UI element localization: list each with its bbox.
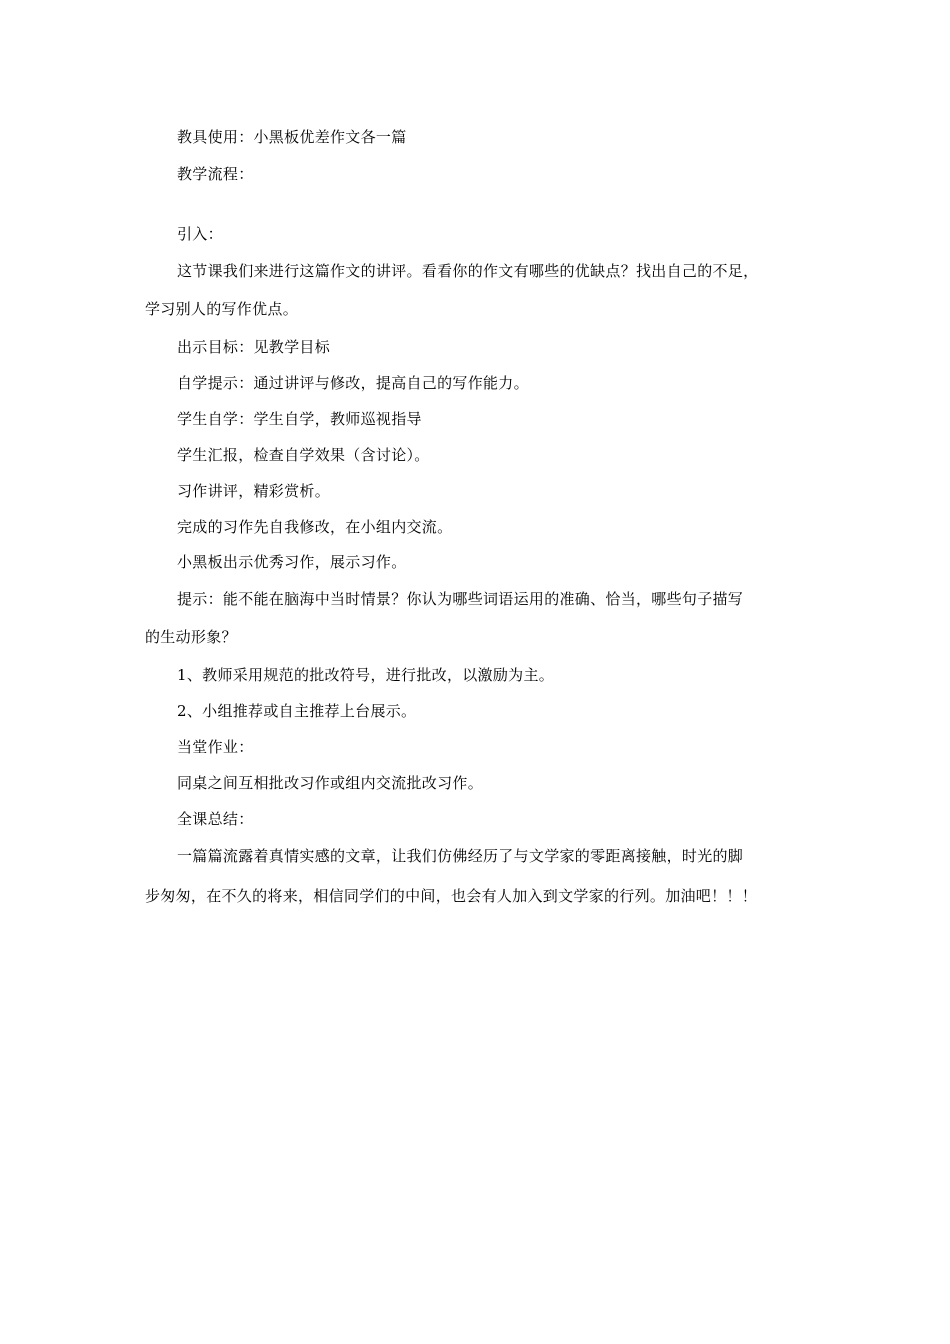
teaching-aids-line: 教具使用：小黑板优差作文各一篇 bbox=[177, 128, 407, 146]
introduction-heading: 引入： bbox=[177, 225, 223, 243]
step-1-line: 1、教师采用规范的批改符号，进行批改，以激励为主。 bbox=[177, 666, 555, 684]
self-study-hint-line: 自学提示：通过讲评与修改，提高自己的写作能力。 bbox=[177, 374, 529, 392]
objective-line: 出示目标：见教学目标 bbox=[177, 338, 331, 356]
introduction-text-line-2: 学习别人的写作优点。 bbox=[145, 300, 299, 318]
step-2-line: 2、小组推荐或自主推荐上台展示。 bbox=[177, 702, 417, 720]
summary-heading: 全课总结： bbox=[177, 810, 254, 828]
summary-text-line-1: 一篇篇流露着真情实感的文章，让我们仿佛经历了与文学家的零距离接触，时光的脚 bbox=[177, 847, 744, 865]
prompt-line-2: 的生动形象？ bbox=[145, 628, 237, 646]
essay-review-line: 习作讲评，精彩赏析。 bbox=[177, 482, 331, 500]
classwork-text: 同桌之间互相批改习作或组内交流批改习作。 bbox=[177, 774, 484, 792]
student-report-line: 学生汇报，检查自学效果（含讨论）。 bbox=[177, 446, 430, 464]
classwork-heading: 当堂作业： bbox=[177, 738, 254, 756]
blackboard-display-line: 小黑板出示优秀习作，展示习作。 bbox=[177, 553, 407, 571]
prompt-line-1: 提示：能不能在脑海中当时情景？你认为哪些词语运用的准确、恰当，哪些句子描写 bbox=[177, 590, 744, 608]
student-self-study-line: 学生自学：学生自学，教师巡视指导 bbox=[177, 410, 422, 428]
introduction-text-line-1: 这节课我们来进行这篇作文的讲评。看看你的作文有哪些的优缺点？找出自己的不足， bbox=[177, 262, 759, 280]
teaching-process-heading: 教学流程： bbox=[177, 165, 254, 183]
summary-text-line-2: 步匆匆，在不久的将来，相信同学们的中间，也会有人加入到文学家的行列。加油吧！！！ bbox=[145, 887, 758, 905]
self-revise-line: 完成的习作先自我修改，在小组内交流。 bbox=[177, 518, 453, 536]
